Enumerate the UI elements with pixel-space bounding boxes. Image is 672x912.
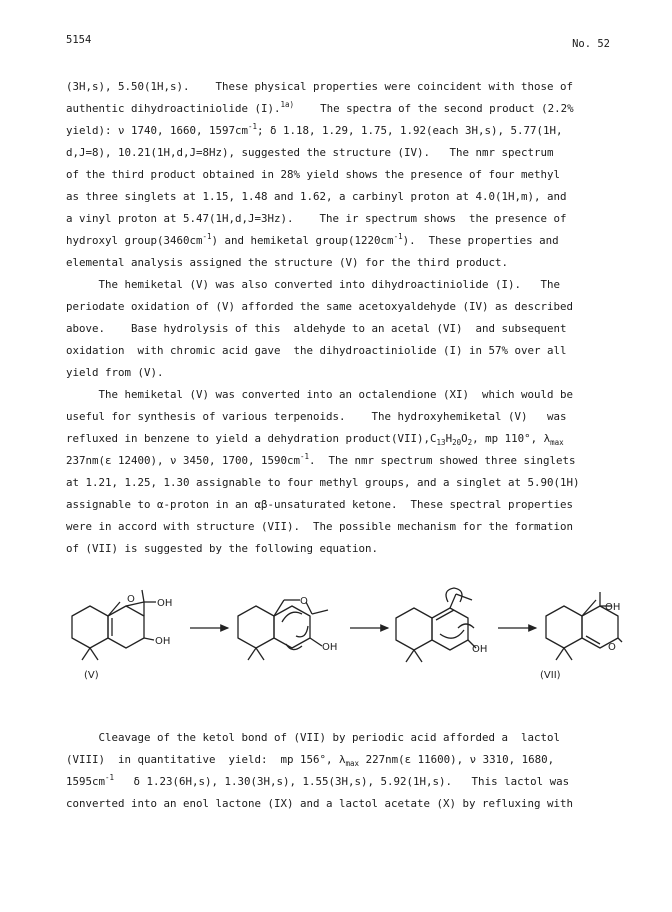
- text-line: [66, 318, 611, 340]
- text-line: [66, 76, 611, 98]
- text-run: H: [445, 432, 453, 445]
- label-o-v: O: [127, 594, 135, 605]
- text-run: of (VII) is suggested by the following equation.: [66, 542, 379, 555]
- text-run: δ 1.23(6H,s), 1.30(3H,s), 1.55(3H,s), 5.92(1H,s). This lactol was: [114, 775, 570, 788]
- label-oh-vii: OH: [605, 602, 621, 613]
- text-line: [66, 793, 611, 815]
- reaction-scheme: [60, 588, 621, 698]
- superscript: -1: [105, 773, 115, 782]
- text-run: of the third product obtained in 28% yield shows the presence of four methyl: [66, 168, 561, 181]
- body-text-bottom: [66, 727, 611, 815]
- text-line: [66, 340, 611, 362]
- text-run: 1595cm: [66, 775, 106, 788]
- text-run: refluxed in benzene to yield a dehydration product(VII),C: [66, 432, 437, 445]
- text-line: [66, 727, 611, 749]
- text-run: O: [461, 432, 468, 445]
- text-line: [66, 771, 611, 793]
- text-run: , mp 110°, λ: [472, 432, 551, 445]
- text-run: useful for synthesis of various terpenoids. The hydroxyhemiketal (V) was: [66, 410, 567, 423]
- text-run: authentic dihydroactiniolide (I).: [66, 102, 281, 115]
- text-line: [66, 120, 611, 142]
- text-line: [66, 252, 611, 274]
- text-run: Cleavage of the ketol bond of (VII) by periodic acid afforded a lactol: [66, 731, 561, 744]
- text-run: 227nm(ε 11600), ν 3310, 1680,: [359, 753, 555, 766]
- text-line: [66, 494, 611, 516]
- label-oh-int2: OH: [472, 644, 488, 655]
- label-oh-int1: OH: [322, 642, 338, 653]
- text-run: The spectra of the second product (2.2%: [294, 102, 574, 115]
- text-run: ). These properties and: [402, 234, 559, 247]
- structure-intermediate-2: [396, 588, 476, 662]
- text-line: [66, 274, 611, 296]
- text-line: [66, 164, 611, 186]
- text-run: The hemiketal (V) was also converted into dihydroactiniolide (I). The: [66, 278, 561, 291]
- text-line: [66, 516, 611, 538]
- superscript: -1: [248, 122, 258, 131]
- compound-label-v: (V): [84, 670, 99, 681]
- text-run: were in accord with structure (VII). The possible mechanism for the formation: [66, 520, 574, 533]
- text-line: [66, 472, 611, 494]
- text-line: [66, 142, 611, 164]
- journal-issue: No. 52: [572, 38, 610, 50]
- text-line: [66, 362, 611, 384]
- text-run: yield): ν 1740, 1660, 1597cm: [66, 124, 249, 137]
- text-run: as three singlets at 1.15, 1.48 and 1.62, a carbinyl proton at 4.0(1H,m), and: [66, 190, 567, 203]
- text-run: yield from (V).: [66, 366, 164, 379]
- superscript: -1: [202, 232, 212, 241]
- text-line: [66, 384, 611, 406]
- text-run: (VIII) in quantitative yield: mp 156°, λ: [66, 753, 346, 766]
- subscript: max: [550, 438, 564, 447]
- subscript: max: [345, 759, 360, 768]
- text-line: [66, 208, 611, 230]
- page-number: 5154: [66, 34, 92, 46]
- text-run: a vinyl proton at 5.47(1H,d,J=3Hz). The ir spectrum shows the presence of: [66, 212, 567, 225]
- text-line: [66, 450, 611, 472]
- text-run: at 1.21, 1.25, 1.30 assignable to four methyl groups, and a singlet at 5.90(1H): [66, 476, 580, 489]
- structure-intermediate-1: [238, 600, 328, 660]
- text-run: converted into an enol lactone (IX) and a lactol acetate (X) by refluxing with: [66, 797, 574, 810]
- text-line: [66, 428, 611, 450]
- superscript: -1: [393, 232, 403, 241]
- label-o-int1: O: [300, 596, 308, 607]
- body-text-top: [66, 76, 611, 560]
- text-line: [66, 749, 611, 771]
- subscript: 20: [452, 438, 462, 447]
- text-line: [66, 538, 611, 560]
- text-line: [66, 186, 611, 208]
- text-run: periodate oxidation of (V) afforded the same acetoxyaldehyde (IV) as described: [66, 300, 574, 313]
- text-run: ; δ 1.18, 1.29, 1.75, 1.92(each 3H,s), 5.77(1H,: [257, 124, 563, 137]
- label-o-vii: O: [608, 642, 616, 653]
- text-run: The hemiketal (V) was converted into an octalendione (XI) which would be: [66, 388, 574, 401]
- text-run: (3H,s), 5.50(1H,s). These physical properties were coincident with those of: [66, 80, 574, 93]
- text-run: elemental analysis assigned the structure (V) for the third product.: [66, 256, 509, 269]
- label-oh-v-top: OH: [157, 598, 173, 609]
- superscript: -1: [300, 452, 310, 461]
- text-run: hydroxyl group(3460cm: [66, 234, 203, 247]
- superscript: 1a): [280, 100, 295, 109]
- structure-v: [72, 590, 156, 660]
- text-run: assignable to α-proton in an αβ-unsaturated ketone. These spectral properties: [66, 498, 574, 511]
- text-line: [66, 296, 611, 318]
- text-run: oxidation with chromic acid gave the dihydroactiniolide (I) in 57% over all: [66, 344, 567, 357]
- text-run: d,J=8), 10.21(1H,d,J=8Hz), suggested the structure (IV). The nmr spectrum: [66, 146, 554, 159]
- text-run: 237nm(ε 12400), ν 3450, 1700, 1590cm: [66, 454, 301, 467]
- text-run: . The nmr spectrum showed three singlets: [309, 454, 576, 467]
- label-oh-v-bottom: OH: [155, 636, 171, 647]
- text-run: above. Base hydrolysis of this aldehyde to an acetal (VI) and subsequent: [66, 322, 567, 335]
- text-line: [66, 406, 611, 428]
- text-line: [66, 230, 611, 252]
- subscript: 2: [467, 438, 473, 447]
- subscript: 13: [436, 438, 446, 447]
- text-line: [66, 98, 611, 120]
- text-run: ) and hemiketal group(1220cm: [211, 234, 394, 247]
- compound-label-vii: (VII): [540, 670, 561, 681]
